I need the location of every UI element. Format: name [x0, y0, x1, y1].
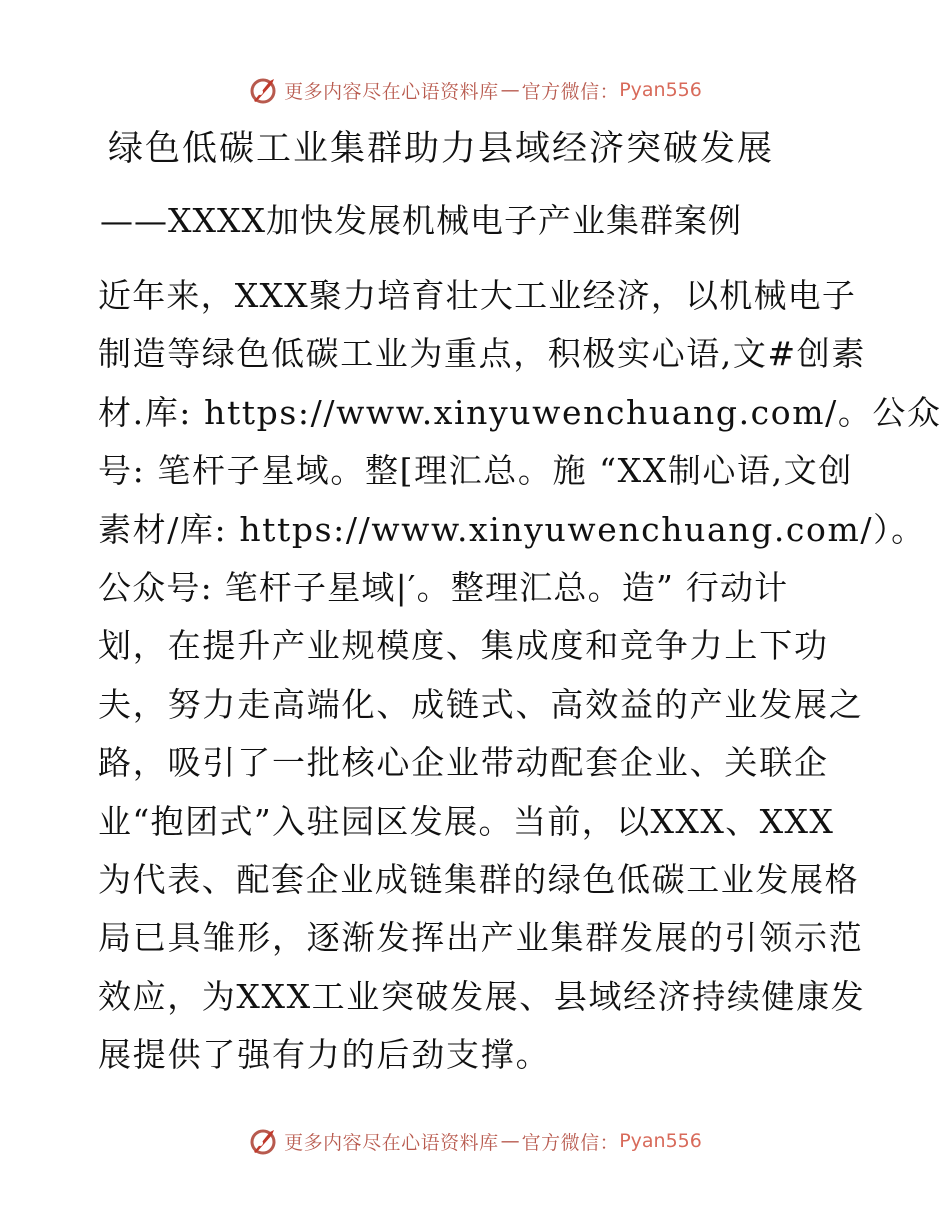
body-line: 制造等绿色低碳工业为重点，积极实心语,文#创素 [98, 334, 866, 374]
body-line: 近年来，XXX聚力培育壮大工业经济，以机械电子 [98, 276, 857, 315]
watermark-text: 更多内容尽在心语资料库 [284, 80, 499, 103]
watermark-separator: — [500, 79, 520, 101]
body-line: 夫，努力走高端化、成链式、高效益的产业发展之 [98, 684, 864, 724]
body-line: 素材/库: https://www.xinyuwenchuang.com/）。 [98, 509, 926, 549]
body-line: 效应，为XXX工业突破发展、县域经济持续健康发 [98, 976, 866, 1016]
quill-pen-seal-icon [248, 1126, 278, 1156]
header-watermark [0, 72, 950, 108]
body-line: 为代表、配套企业成链集群的绿色低碳工业发展格 [98, 859, 860, 899]
body-line: 业“抱团式”入驻园区发展。当前，以XXX、XXX [98, 801, 835, 841]
body-line: 局已具雏形，逐渐发挥出产业集群发展的引领示范 [98, 918, 864, 958]
body-line: 展提供了强有力的后劲支撑。 [98, 1035, 551, 1075]
watermark-account: Pyan556 [619, 1130, 702, 1152]
document-body [98, 271, 942, 1088]
quill-pen-seal-icon [248, 75, 278, 105]
document-title: 绿色低碳工业集群助力县域经济突破发展 [108, 129, 775, 169]
document-subtitle: ——XXXX加快发展机械电子产业集群案例 [100, 201, 742, 240]
body-line: 划，在提升产业规模度、集成度和竞争力上下功 [98, 626, 829, 666]
body-line: 路，吸引了一批核心企业带动配套企业、关联企 [98, 743, 829, 783]
footer-watermark [0, 1123, 950, 1159]
watermark-label: 官方微信： [521, 80, 620, 103]
watermark-text: 更多内容尽在心语资料库 [284, 1131, 499, 1154]
watermark-label: 官方微信： [521, 1131, 620, 1154]
body-line: 公众号: 笔杆子星域|′。整理汇总。造” 行动计 [98, 567, 789, 607]
body-line: 号: 笔杆子星域。整[理汇总。施 “XX制心语,文创 [98, 451, 853, 491]
watermark-separator: — [500, 1130, 520, 1152]
body-line: 材.库: https://www.xinyuwenchuang.com/。公众 [98, 392, 942, 432]
watermark-account: Pyan556 [619, 79, 702, 101]
